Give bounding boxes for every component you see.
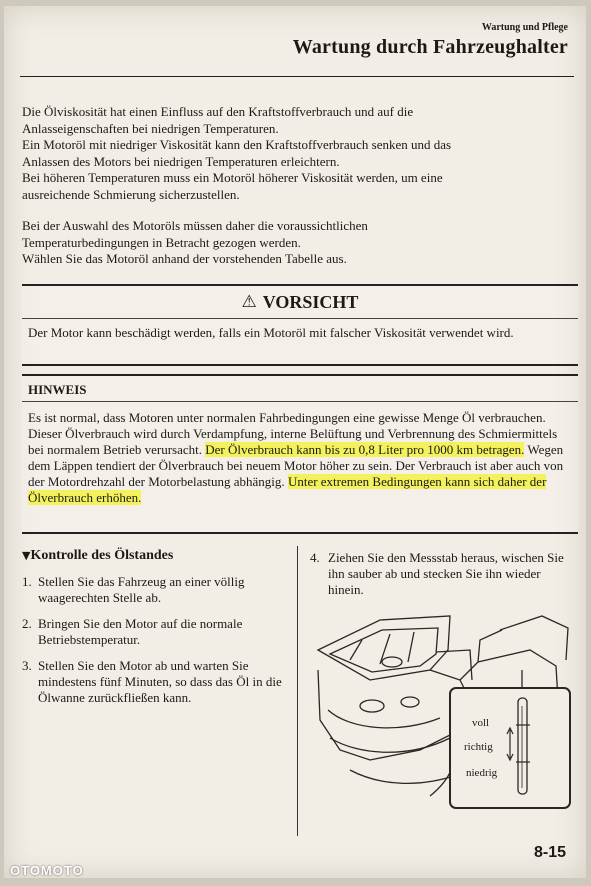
step-text: Ziehen Sie den Messstab heraus, wischen Sie ihn sauber ab und stecken Sie ihn wieder hinein.	[328, 550, 564, 597]
note-box	[22, 374, 578, 534]
engine-dipstick-illustration	[310, 610, 578, 810]
warning-triangle-icon: ⚠	[241, 292, 257, 312]
section-label: Wartung und Pflege	[481, 22, 568, 33]
note-line: Dieser Ölverbrauch wird durch Verdampfung, interne Belüftung und Verbrennung des Schmiermittels bei normalem Betrieb verursacht.	[28, 426, 558, 457]
intro-line: Bei höheren Temperaturen muss ein Motoröl höherer Viskosität werden, um eine ausreichende Schmierung sicherzustellen.	[22, 170, 443, 202]
dipstick-label-full: voll	[472, 717, 490, 729]
otomoto-watermark: OTOMOTO	[10, 863, 84, 878]
page-number: 8-15	[533, 844, 566, 861]
list-item	[310, 550, 576, 598]
warning-box	[22, 284, 578, 366]
warning-text: Der Motor kann beschädigt werden, falls ein Motoröl mit falscher Viskosität verwendet wird.	[28, 325, 514, 340]
selection-line: Wählen Sie das Motoröl anhand der vorstehenden Tabelle aus.	[22, 251, 347, 266]
selection-paragraph	[22, 218, 472, 268]
column-divider	[297, 546, 298, 836]
step-text: Stellen Sie den Motor ab und warten Sie mindestens fünf Minuten, so dass das Öl in die Ölwanne zurückfließen kann.	[38, 658, 282, 705]
triangle-bullet-icon: ▼	[22, 549, 31, 562]
highlighted-text: Unter extremen Bedingungen kann sich daher der Ölverbrauch erhöhen.	[28, 474, 547, 505]
intro-line: Ein Motoröl mit niedriger Viskosität kann den Kraftstoffverbrauch senken und das Anlassen des Motors bei niedrigen Temperaturen erleichtern.	[22, 137, 452, 169]
page-title: Wartung durch Fahrzeughalter	[292, 36, 568, 58]
note-text	[22, 402, 578, 506]
list-item	[22, 574, 284, 606]
oil-check-heading	[22, 548, 284, 564]
dipstick-label-correct: richtig	[464, 741, 493, 753]
note-line: Wegen dem Läppen tendiert der Ölverbrauch bei neuem Motor höher zu sein. Der Verbrauch ist aber auch von der Motordrehzahl der Motorbelastung abhängig.	[28, 442, 564, 489]
selection-line: Bei der Auswahl des Motoröls müssen daher die voraussichtlichen Temperaturbedingungen in Betracht gezogen werden.	[22, 218, 368, 250]
intro-line: Die Ölviskosität hat einen Einfluss auf den Kraftstoffverbrauch und auf die Anlasseigenschaften bei niedrigen Temperaturen.	[22, 104, 414, 136]
oil-check-heading-text: Kontrolle des Ölstandes	[30, 548, 174, 563]
oil-check-steps	[22, 574, 284, 706]
intro-paragraph	[22, 104, 472, 203]
warning-header	[22, 286, 578, 319]
step-four	[310, 550, 576, 598]
step-number: 3.	[22, 658, 32, 673]
note-line: Es ist normal, dass Motoren unter normalen Fahrbedingungen eine gewisse Menge Öl verbrauchen.	[28, 410, 546, 425]
step-text: Bringen Sie den Motor auf die normale Betriebstemperatur.	[38, 616, 243, 647]
list-item	[22, 658, 284, 706]
step-number: 4.	[310, 550, 320, 565]
list-item	[22, 616, 284, 648]
title-rule	[20, 76, 574, 77]
note-title: HINWEIS	[22, 376, 578, 402]
step-number: 1.	[22, 574, 32, 589]
step-number: 2.	[22, 616, 32, 631]
warning-title: VORSICHT	[262, 291, 359, 312]
step-text: Stellen Sie das Fahrzeug an einer völlig waagerechten Stelle ab.	[38, 574, 245, 605]
highlighted-text: Der Ölverbrauch kann bis zu 0,8 Liter pro 1000 km betragen.	[205, 442, 525, 457]
oil-check-section	[22, 548, 284, 716]
manual-page	[4, 6, 586, 878]
dipstick-label-low: niedrig	[466, 767, 498, 779]
